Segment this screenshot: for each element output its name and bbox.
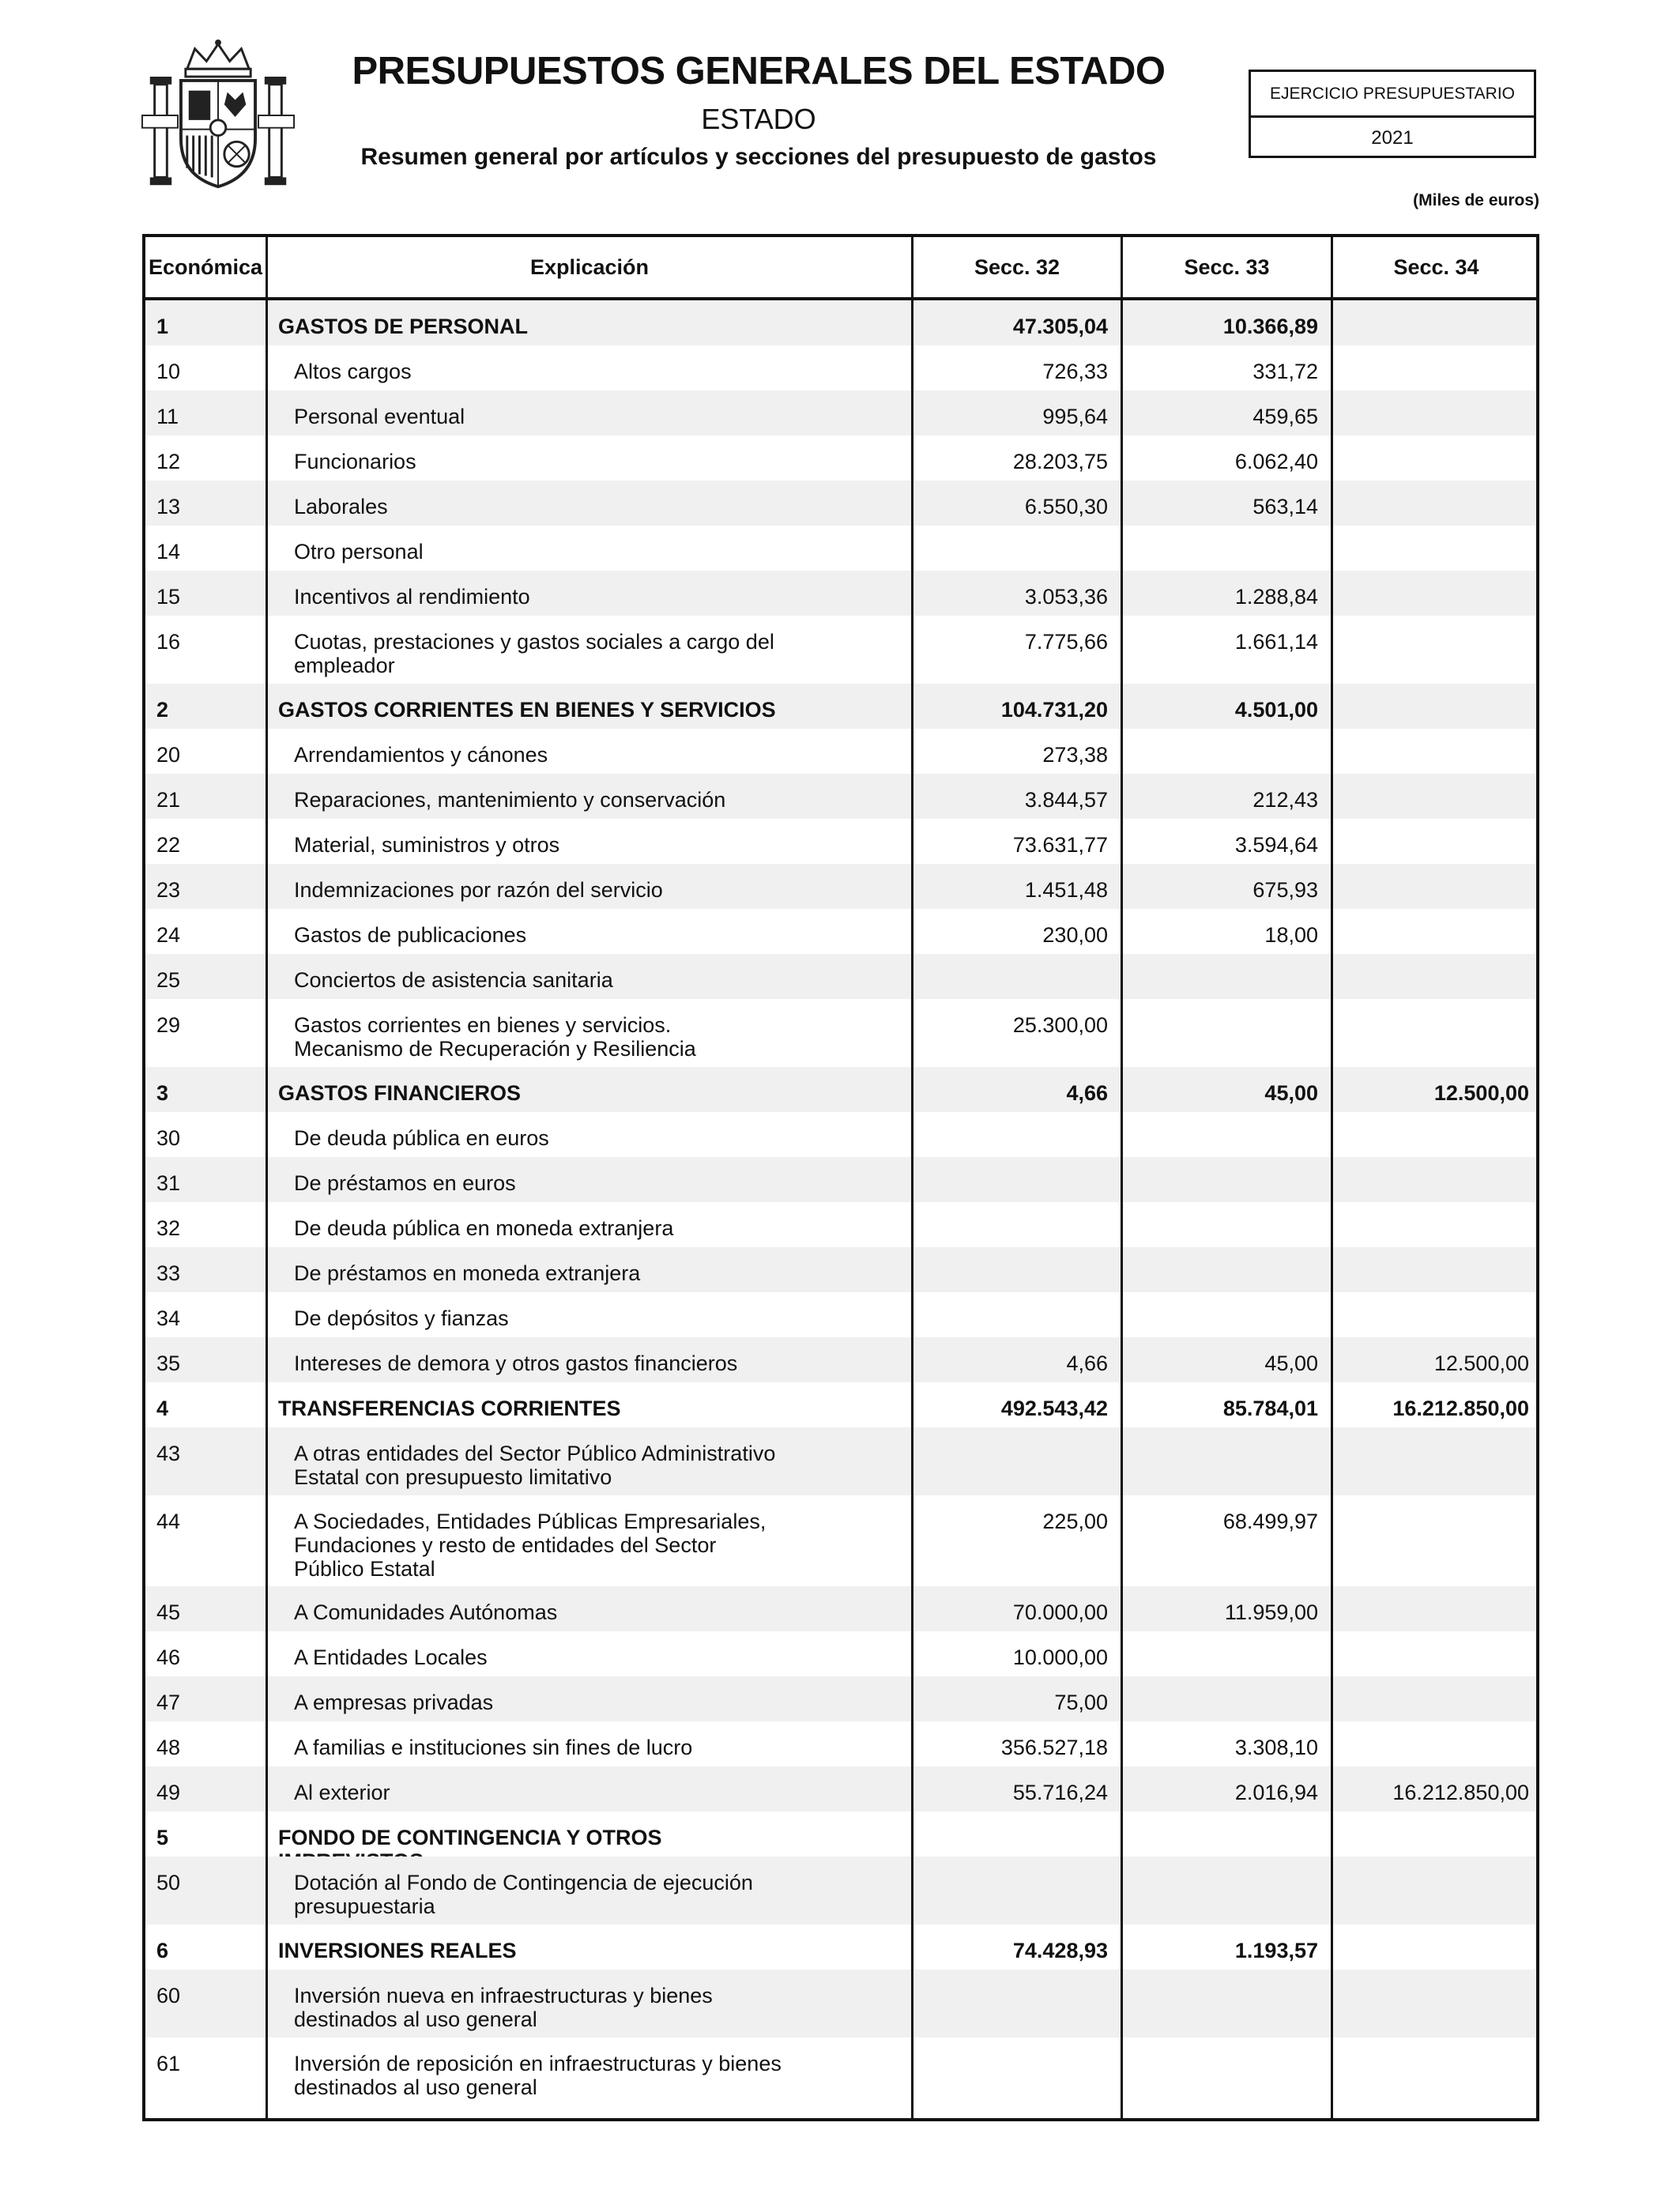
row-code: 46	[156, 1646, 181, 1669]
table-row	[145, 571, 1536, 616]
row-code: 6	[156, 1939, 169, 1962]
row-code: 22	[156, 833, 181, 857]
row-secc32-value	[915, 1811, 1108, 1826]
row-secc33-value: 563,14	[1252, 495, 1318, 518]
row-secc32-value: 3.053,36	[1024, 585, 1108, 609]
row-secc33-value: 3.594,64	[1234, 833, 1318, 857]
row-secc34-value	[1335, 1721, 1529, 1736]
row-secc32-value	[915, 1857, 1108, 1871]
row-secc34-value	[1335, 819, 1529, 833]
row-secc34-value	[1335, 729, 1529, 743]
row-secc34-value	[1335, 1292, 1529, 1306]
row-label: A Sociedades, Entidades Públicas Empresariales, Fundaciones y resto de entidades del Sector Público Estatal	[294, 1510, 767, 1581]
row-secc33-value	[1125, 1247, 1318, 1261]
table-row	[145, 1382, 1536, 1427]
table-row	[145, 1924, 1536, 1970]
row-secc33-value: 45,00	[1264, 1351, 1318, 1375]
row-secc33-value	[1125, 1811, 1318, 1826]
row-secc34-value	[1335, 1924, 1529, 1939]
row-secc32-value: 225,00	[1042, 1510, 1108, 1533]
page-description: Resumen general por artículos y secciones del presupuesto de gastos	[360, 144, 1157, 170]
row-label: FONDO DE CONTINGENCIA Y OTROS	[278, 1826, 662, 1849]
row-secc34-value	[1335, 954, 1529, 968]
row-code: 60	[156, 1984, 181, 2007]
row-secc32-value: 28.203,75	[1012, 450, 1108, 473]
row-label: Arrendamientos y cánones	[294, 743, 548, 767]
row-label: Laborales	[294, 495, 388, 518]
column-header-economica: Económica	[148, 254, 263, 279]
row-label: GASTOS CORRIENTES EN BIENES Y SERVICIOS	[278, 698, 776, 722]
row-secc33-value	[1125, 1292, 1318, 1306]
table-row	[145, 1857, 1536, 1924]
row-code: 11	[156, 405, 179, 428]
row-label: Inversión de reposición en infraestructuras y bienes destinados al uso general	[294, 2052, 782, 2099]
row-label: A empresas privadas	[294, 1691, 494, 1714]
table-row	[145, 300, 1536, 345]
row-secc34-value	[1335, 2038, 1529, 2052]
row-label: Indemnizaciones por razón del servicio	[294, 878, 663, 902]
table-row	[145, 1157, 1536, 1202]
table-row	[145, 1811, 1536, 1857]
row-secc34-value	[1335, 300, 1529, 315]
row-code: 1	[156, 315, 169, 338]
row-code: 25	[156, 968, 181, 992]
row-secc33-value	[1125, 1631, 1318, 1646]
row-secc32-value: 1.451,48	[1024, 878, 1108, 902]
row-secc32-value	[915, 526, 1108, 540]
table-row	[145, 1247, 1536, 1292]
row-secc32-value	[915, 1970, 1108, 1984]
row-secc34-value	[1335, 1495, 1529, 1510]
ejercicio-year: 2021	[1371, 126, 1414, 149]
table-row	[145, 1631, 1536, 1676]
row-label: Incentivos al rendimiento	[294, 585, 530, 609]
row-label: Cuotas, prestaciones y gastos sociales a cargo del empleador	[294, 630, 774, 677]
row-secc34-value	[1335, 774, 1529, 788]
row-secc32-value: 4,66	[1066, 1081, 1108, 1105]
row-label: De depósitos y fianzas	[294, 1306, 509, 1330]
row-label: Reparaciones, mantenimiento y conservación	[294, 788, 726, 812]
table-row	[145, 1495, 1536, 1586]
row-secc32-value: 7.775,66	[1024, 630, 1108, 654]
table-row	[145, 526, 1536, 571]
table-row	[145, 2038, 1536, 2105]
column-divider	[1121, 237, 1123, 2118]
row-secc32-value: 492.543,42	[1000, 1397, 1108, 1420]
row-code: 30	[156, 1126, 181, 1150]
row-secc33-value	[1125, 1676, 1318, 1691]
row-label: Conciertos de asistencia sanitaria	[294, 968, 613, 992]
row-secc32-value	[915, 1157, 1108, 1171]
row-secc32-value: 55.716,24	[1012, 1781, 1108, 1804]
row-code: 47	[156, 1691, 181, 1714]
row-secc34-value: 12.500,00	[1433, 1081, 1529, 1105]
row-secc33-value: 18,00	[1264, 923, 1318, 947]
row-secc34-value	[1335, 999, 1529, 1013]
row-label: INVERSIONES REALES	[278, 1939, 517, 1962]
row-secc34-value	[1335, 1247, 1529, 1261]
row-code: 43	[156, 1442, 181, 1465]
row-secc34-value	[1335, 571, 1529, 585]
table-row	[145, 999, 1536, 1067]
row-secc33-value: 2.016,94	[1234, 1781, 1318, 1804]
table-body	[145, 300, 1536, 2105]
row-label: De deuda pública en euros	[294, 1126, 549, 1150]
row-label: Altos cargos	[294, 360, 412, 383]
row-secc34-value: 16.212.850,00	[1392, 1397, 1529, 1420]
row-secc33-value	[1125, 729, 1318, 743]
row-label: A otras entidades del Sector Público Administrativo Estatal con presupuesto limitativo	[294, 1442, 776, 1489]
row-label: TRANSFERENCIAS CORRIENTES	[278, 1397, 621, 1420]
row-secc32-value: 273,38	[1042, 743, 1108, 767]
row-secc33-value: 4.501,00	[1234, 698, 1318, 722]
row-secc34-value	[1335, 1586, 1529, 1600]
row-secc34-value	[1335, 435, 1529, 450]
row-secc32-value	[915, 1202, 1108, 1216]
row-label: Intereses de demora y otros gastos financieros	[294, 1351, 738, 1375]
row-secc32-value: 3.844,57	[1024, 788, 1108, 812]
row-secc33-value	[1125, 1427, 1318, 1442]
row-secc34-value	[1335, 1157, 1529, 1171]
row-secc34-value: 16.212.850,00	[1392, 1781, 1529, 1804]
row-label: Personal eventual	[294, 405, 465, 428]
row-secc34-value: 12.500,00	[1433, 1351, 1529, 1375]
row-secc34-value	[1335, 616, 1529, 630]
row-secc33-value	[1125, 1112, 1318, 1126]
row-secc32-value: 25.300,00	[1012, 1013, 1108, 1037]
row-secc32-value: 995,64	[1042, 405, 1108, 428]
row-secc32-value	[915, 1112, 1108, 1126]
column-header-secc32: Secc. 32	[974, 254, 1060, 279]
ejercicio-box	[1249, 70, 1536, 158]
row-secc32-value: 73.631,77	[1012, 833, 1108, 857]
row-label: Material, suministros y otros	[294, 833, 560, 857]
row-code: 2	[156, 698, 169, 722]
row-label: Dotación al Fondo de Contingencia de ejecución presupuestaria	[294, 1871, 753, 1918]
row-secc32-value: 47.305,04	[1012, 315, 1108, 338]
row-code: 14	[156, 540, 181, 564]
row-secc34-value	[1335, 1631, 1529, 1646]
row-label: A Comunidades Autónomas	[294, 1600, 558, 1624]
row-secc34-value	[1335, 684, 1529, 698]
row-secc33-value: 85.784,01	[1222, 1397, 1318, 1420]
table-row	[145, 1292, 1536, 1337]
table-row	[145, 1721, 1536, 1766]
column-divider	[911, 237, 913, 2118]
row-code: 16	[156, 630, 181, 654]
row-secc34-value	[1335, 481, 1529, 495]
table-row	[145, 954, 1536, 999]
table-row	[145, 774, 1536, 819]
row-code: 24	[156, 923, 181, 947]
row-label: Funcionarios	[294, 450, 416, 473]
row-secc33-value: 45,00	[1264, 1081, 1318, 1105]
row-secc33-value	[1125, 526, 1318, 540]
row-secc32-value: 230,00	[1042, 923, 1108, 947]
row-secc32-value: 10.000,00	[1012, 1646, 1108, 1669]
row-secc32-value: 75,00	[1054, 1691, 1108, 1714]
row-secc32-value: 726,33	[1042, 360, 1108, 383]
table-row	[145, 819, 1536, 864]
row-secc33-value: 1.661,14	[1234, 630, 1318, 654]
row-secc34-value	[1335, 390, 1529, 405]
row-code: 34	[156, 1306, 181, 1330]
budget-table	[142, 234, 1539, 2121]
row-secc33-value: 675,93	[1252, 878, 1318, 902]
row-secc33-value	[1125, 2038, 1318, 2052]
row-secc32-value: 6.550,30	[1024, 495, 1108, 518]
row-secc33-value	[1125, 1202, 1318, 1216]
table-row	[145, 1067, 1536, 1112]
row-label: De préstamos en moneda extranjera	[294, 1261, 641, 1285]
table-row	[145, 435, 1536, 481]
row-secc34-value	[1335, 909, 1529, 923]
row-secc34-value	[1335, 1112, 1529, 1126]
row-secc33-value: 1.288,84	[1234, 585, 1318, 609]
row-secc33-value: 331,72	[1252, 360, 1318, 383]
row-secc32-value: 74.428,93	[1012, 1939, 1108, 1962]
row-secc33-value: 212,43	[1252, 788, 1318, 812]
row-code: 3	[156, 1081, 169, 1105]
row-secc33-value	[1125, 999, 1318, 1013]
row-label: Otro personal	[294, 540, 424, 564]
row-secc34-value	[1335, 1202, 1529, 1216]
row-secc33-value: 11.959,00	[1224, 1600, 1318, 1624]
row-code: 4	[156, 1397, 169, 1420]
row-secc33-value	[1125, 954, 1318, 968]
row-secc33-value: 459,65	[1252, 405, 1318, 428]
row-secc33-value	[1125, 1970, 1318, 1984]
row-code: 48	[156, 1736, 181, 1759]
table-row	[145, 345, 1536, 390]
row-code: 10	[156, 360, 181, 383]
table-row	[145, 390, 1536, 435]
row-label: A familias e instituciones sin fines de lucro	[294, 1736, 693, 1759]
table-row	[145, 684, 1536, 729]
row-code: 50	[156, 1871, 181, 1894]
row-secc33-value	[1125, 1857, 1318, 1871]
row-secc33-value: 3.308,10	[1234, 1736, 1318, 1759]
row-secc32-value	[915, 1292, 1108, 1306]
page-subtitle: ESTADO	[701, 103, 816, 135]
row-secc32-value	[915, 1427, 1108, 1442]
table-row	[145, 1586, 1536, 1631]
units-label: (Miles de euros)	[1413, 191, 1539, 209]
row-code: 45	[156, 1600, 181, 1624]
page-title: PRESUPUESTOS GENERALES DEL ESTADO	[352, 50, 1166, 92]
table-row	[145, 481, 1536, 526]
row-code: 33	[156, 1261, 181, 1285]
ejercicio-label: EJERCICIO PRESUPUESTARIO	[1251, 72, 1534, 118]
row-secc32-value	[915, 954, 1108, 968]
row-code: 32	[156, 1216, 181, 1240]
row-code: 20	[156, 743, 181, 767]
row-code: 29	[156, 1013, 181, 1037]
table-row	[145, 1202, 1536, 1247]
table-row	[145, 909, 1536, 954]
row-code: 21	[156, 788, 181, 812]
row-code: 23	[156, 878, 181, 902]
row-secc33-value: 68.499,97	[1222, 1510, 1318, 1533]
row-label: A Entidades Locales	[294, 1646, 488, 1669]
row-secc33-value: 1.193,57	[1234, 1939, 1318, 1962]
row-label: De deuda pública en moneda extranjera	[294, 1216, 674, 1240]
column-divider	[1331, 237, 1333, 2118]
row-secc34-value	[1335, 864, 1529, 878]
table-row	[145, 1112, 1536, 1157]
row-code: 13	[156, 495, 181, 518]
row-label: Al exterior	[294, 1781, 390, 1804]
row-secc32-value: 104.731,20	[1000, 698, 1108, 722]
row-secc33-value: 10.366,89	[1222, 315, 1318, 338]
row-secc32-value: 70.000,00	[1012, 1600, 1108, 1624]
row-secc34-value	[1335, 1676, 1529, 1691]
row-secc32-value: 4,66	[1066, 1351, 1108, 1375]
table-row	[145, 1427, 1536, 1495]
row-secc34-value	[1335, 526, 1529, 540]
row-secc32-value	[915, 2038, 1108, 2052]
row-code: 44	[156, 1510, 181, 1533]
row-label: De préstamos en euros	[294, 1171, 516, 1195]
row-code: 5	[156, 1826, 169, 1849]
column-header-secc33: Secc. 33	[1184, 254, 1270, 279]
table-row	[145, 864, 1536, 909]
row-code: 61	[156, 2052, 181, 2075]
column-header-explicacion: Explicación	[529, 254, 650, 279]
row-code: 12	[156, 450, 181, 473]
row-secc33-value	[1125, 1157, 1318, 1171]
row-code: 35	[156, 1351, 181, 1375]
table-row	[145, 1337, 1536, 1382]
row-secc34-value	[1335, 1857, 1529, 1871]
table-header	[145, 237, 1536, 300]
row-secc32-value	[915, 1247, 1108, 1261]
row-secc34-value	[1335, 1970, 1529, 1984]
table-row	[145, 616, 1536, 684]
row-code: 49	[156, 1781, 181, 1804]
column-header-secc34: Secc. 34	[1393, 254, 1479, 279]
row-label: GASTOS DE PERSONAL	[278, 315, 529, 338]
row-label: Gastos corrientes en bienes y servicios. Mecanismo de Recuperación y Resiliencia	[294, 1013, 696, 1061]
row-secc34-value	[1335, 1811, 1529, 1826]
table-row	[145, 729, 1536, 774]
row-code: 31	[156, 1171, 181, 1195]
row-code: 15	[156, 585, 181, 609]
row-secc34-value	[1335, 1427, 1529, 1442]
row-secc34-value	[1335, 345, 1529, 360]
row-label: GASTOS FINANCIEROS	[278, 1081, 522, 1105]
row-label: Inversión nueva en infraestructuras y bienes destinados al uso general	[294, 1984, 713, 2031]
column-divider	[266, 237, 268, 2118]
table-row	[145, 1676, 1536, 1721]
row-secc32-value: 356.527,18	[1000, 1736, 1108, 1759]
row-label: Gastos de publicaciones	[294, 923, 527, 947]
table-row	[145, 1970, 1536, 2038]
table-row	[145, 1766, 1536, 1811]
row-secc33-value: 6.062,40	[1234, 450, 1318, 473]
